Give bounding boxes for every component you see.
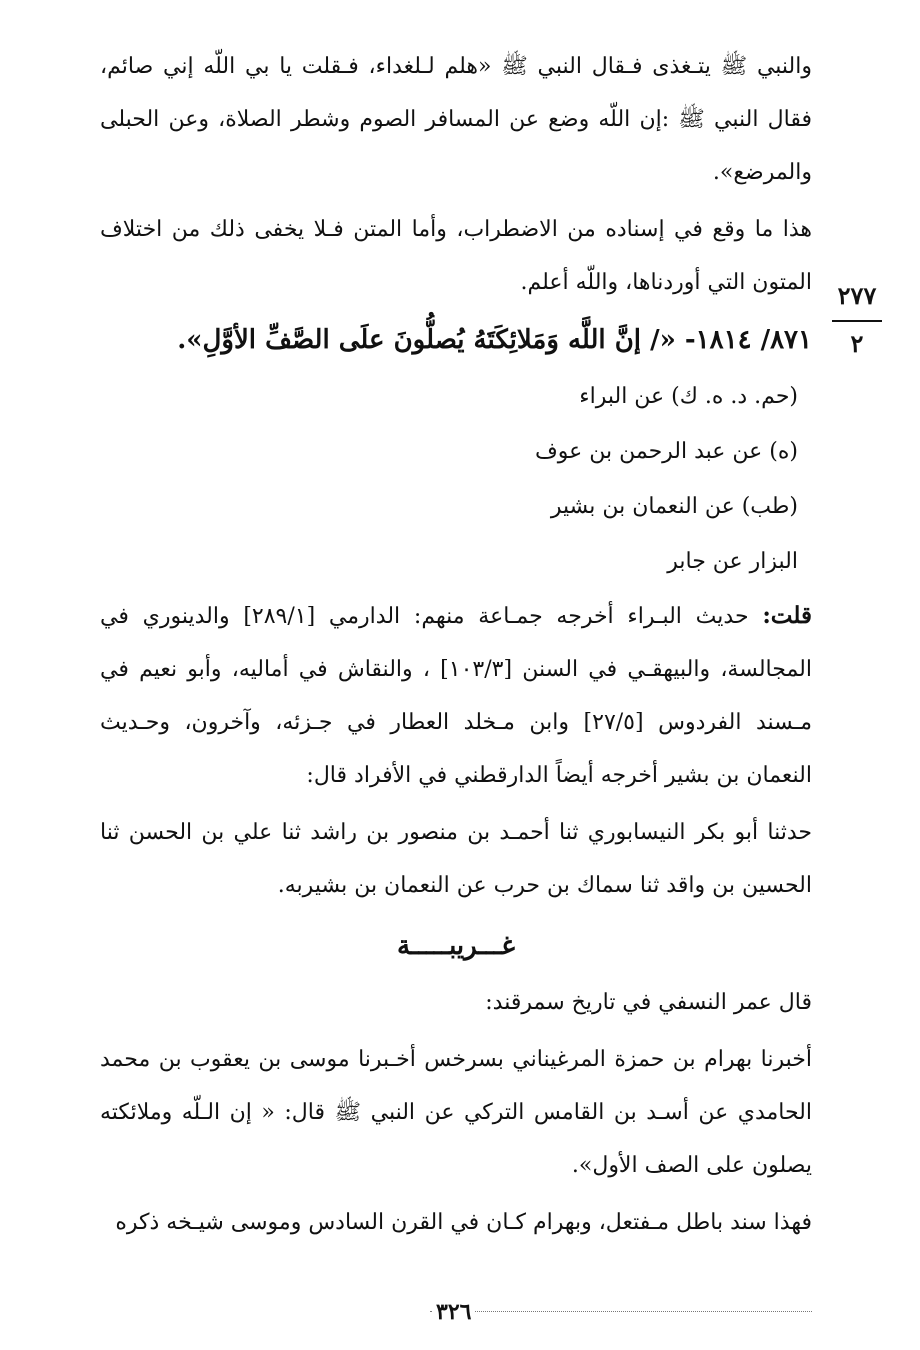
body-paragraph: قال عمر النسفي في تاريخ سمرقند: <box>485 990 812 1015</box>
margin-reference-divider <box>832 320 882 322</box>
hadith-text: ٨٧١/ ١٨١٤- «/ إنَّ اللَّه وَمَلائِكَتَهُ يُصلُّونَ علَى الصَّفِّ الأوَّلِ». <box>177 325 812 355</box>
hadith-narration-paragraph: والنبي ﷺ يتـغذى فـقال النبي ﷺ «هلم لـلغداء، فـقلت يا بي اللّه إني صائم، فقال النبي ﷺ :إن اللّه وضع عن المسافر الصوم وشطر الصلاة، وعن الحبلى والمرضع». <box>100 54 812 185</box>
commentary-paragraph <box>100 589 812 802</box>
margin-reference-bottom: ٢ <box>850 329 864 358</box>
section-heading: غـــريبـــــة <box>397 931 515 961</box>
page-body <box>100 40 812 1253</box>
source-line: البزار عن جابر <box>667 549 798 574</box>
commentary-text: حديث البـراء أخرجه جمـاعة منهم: الدارمي [٢٨٩/١] والدينوري في المجالسة، والبيهقـي في السنن [١٠٣/٣] ، والنقاش في أماليه، وأبو نعيم في مـسند الفردوس [٢٧/٥] وابن مـخلد العطار في جـزئه، وآخرون، وحـديث النعمان بن بشير أخرجه أيضاً الدارقطني في الأفراد قال: <box>100 604 812 788</box>
commentary-lead: قلت: <box>762 602 812 629</box>
footer-dotted-rule <box>430 1311 812 1312</box>
margin-reference <box>832 282 882 358</box>
body-paragraph: فهذا سند باطل مـفتعل، وبهرام كـان في القرن السادس وموسى شيـخه ذكره <box>115 1210 812 1235</box>
body-paragraph: أخبرنا بهرام بن حمزة المرغيناني بسرخس أخـبرنا موسى بن يعقوب بن محمد الحامدي عن أسـد بن القامس التركي عن النبي ﷺ قال: « إن الـلّه وملائكته يصلون على الصف الأول». <box>100 1047 812 1178</box>
source-line: (حم. د. ه. ك) عن البراء <box>579 384 798 409</box>
isnad-remark-paragraph: هذا ما وقع في إسناده من الاضطراب، وأما المتن فـلا يخفى ذلك من اختلاف المتون التي أوردناها، واللّه أعلم. <box>100 217 812 295</box>
margin-reference-top: ٢٧٧ <box>837 281 877 310</box>
source-line: (طب) عن النعمان بن بشير <box>550 494 798 519</box>
chain-paragraph: حدثنا أبو بكر النيسابوري ثنا أحمـد بن منصور بن راشد ثنا علي بن الحسن ثنا الحسين بن واقد ثنا سماك بن حرب عن النعمان بن بشيربه. <box>100 820 812 898</box>
page-number: ٣٢٦ <box>432 1299 475 1325</box>
page-footer <box>100 1299 812 1327</box>
source-line: (ه) عن عبد الرحمن بن عوف <box>534 439 798 464</box>
